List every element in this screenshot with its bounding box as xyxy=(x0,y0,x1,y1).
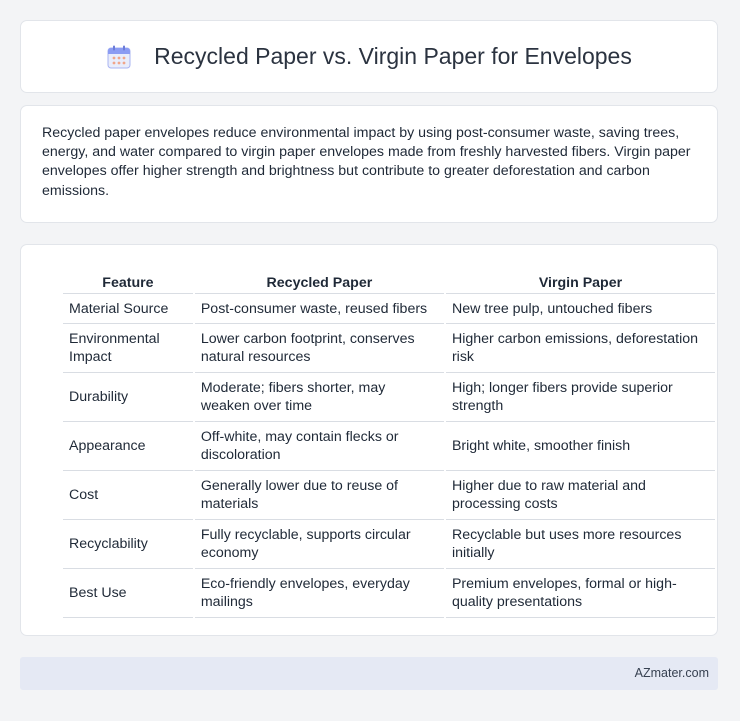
virgin-cell: Higher carbon emissions, deforestation risk xyxy=(446,324,715,373)
table-row xyxy=(63,324,715,373)
comparison-table-card xyxy=(20,244,718,636)
virgin-cell: Recyclable but uses more resources initially xyxy=(446,520,715,569)
column-header: Virgin Paper xyxy=(446,265,715,294)
footer-brand-link[interactable]: AZmater.com xyxy=(634,666,709,680)
calendar-icon xyxy=(106,44,132,70)
table-row xyxy=(63,569,715,618)
virgin-cell: High; longer fibers provide superior strength xyxy=(446,373,715,422)
table-row xyxy=(63,422,715,471)
virgin-cell: Bright white, smoother finish xyxy=(446,422,715,471)
table-row xyxy=(63,471,715,520)
recycled-cell: Post-consumer waste, reused fibers xyxy=(195,294,444,324)
feature-cell: Best Use xyxy=(63,569,193,618)
feature-cell: Durability xyxy=(63,373,193,422)
table-row xyxy=(63,373,715,422)
virgin-cell: New tree pulp, untouched fibers xyxy=(446,294,715,324)
virgin-cell: Higher due to raw material and processing costs xyxy=(446,471,715,520)
table-header-row xyxy=(63,265,715,294)
column-header: Feature xyxy=(63,265,193,294)
feature-cell: Environmental Impact xyxy=(63,324,193,373)
virgin-cell: Premium envelopes, formal or high-quality presentations xyxy=(446,569,715,618)
recycled-cell: Lower carbon footprint, conserves natural resources xyxy=(195,324,444,373)
feature-cell: Material Source xyxy=(63,294,193,324)
footer-bar xyxy=(20,657,718,690)
recycled-cell: Moderate; fibers shorter, may weaken over time xyxy=(195,373,444,422)
feature-cell: Appearance xyxy=(63,422,193,471)
recycled-cell: Eco-friendly envelopes, everyday mailings xyxy=(195,569,444,618)
recycled-cell: Generally lower due to reuse of materials xyxy=(195,471,444,520)
table-row xyxy=(63,294,715,324)
table-row xyxy=(63,520,715,569)
recycled-cell: Fully recyclable, supports circular economy xyxy=(195,520,444,569)
summary-paragraph: Recycled paper envelopes reduce environmental impact by using post-consumer waste, saving trees, energy, and water compared to virgin paper envelopes made from freshly harvested fibers. Virgin paper envelopes offer higher strength and brightness but contribute to greater deforestation and carbon emissions. xyxy=(42,125,691,199)
feature-cell: Cost xyxy=(63,471,193,520)
page-title: Recycled Paper vs. Virgin Paper for Envelopes xyxy=(154,43,632,69)
summary-card xyxy=(20,105,718,223)
feature-cell: Recyclability xyxy=(63,520,193,569)
title-card xyxy=(20,20,718,93)
recycled-cell: Off-white, may contain flecks or discoloration xyxy=(195,422,444,471)
comparison-table xyxy=(61,265,717,618)
column-header: Recycled Paper xyxy=(195,265,444,294)
